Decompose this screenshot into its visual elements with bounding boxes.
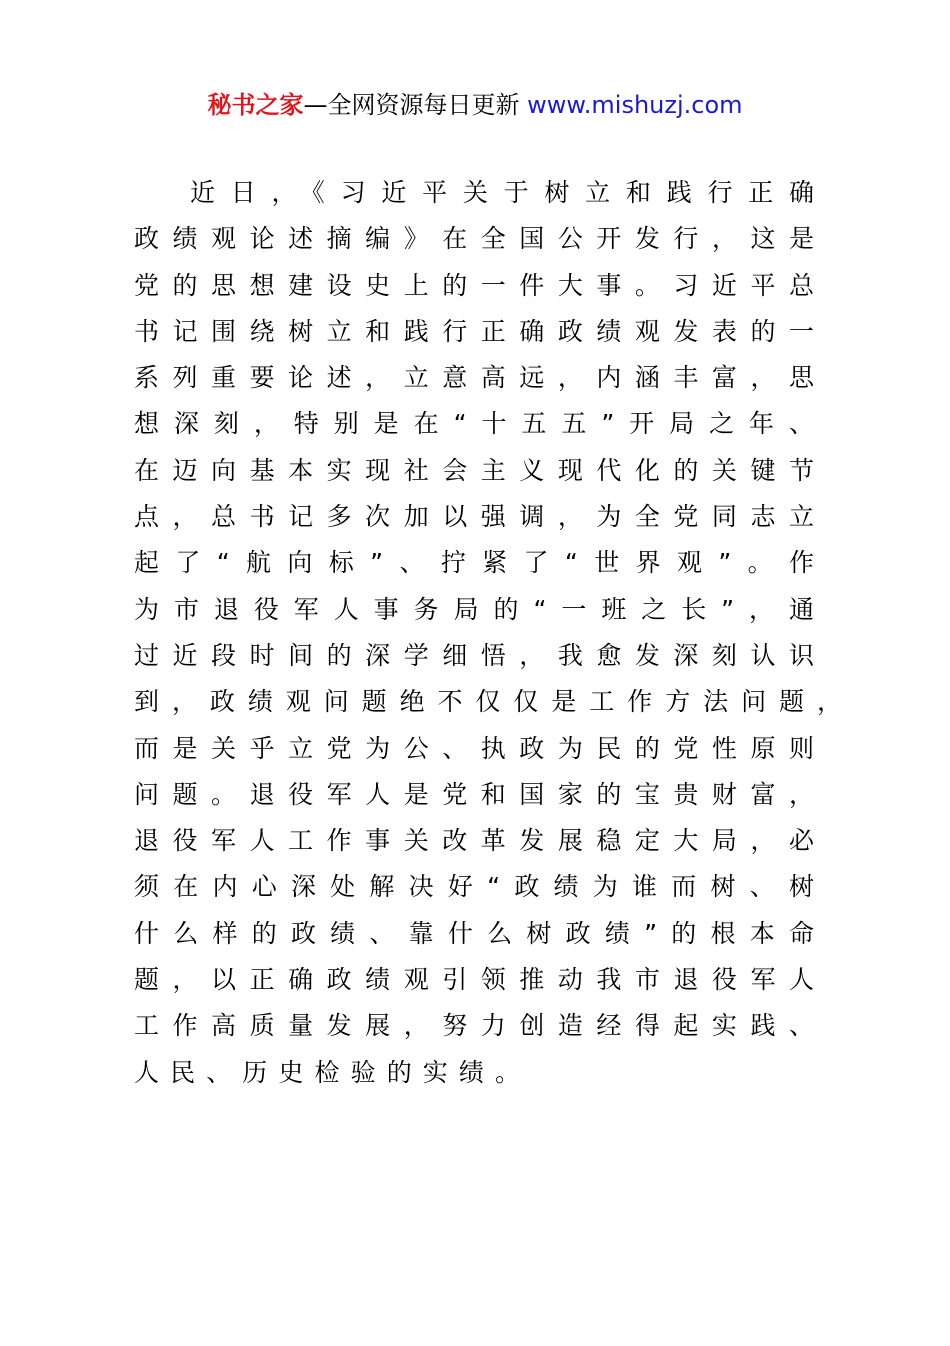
paragraph-line: 退役军人工作事关改革发展稳定大局，必 [134, 826, 814, 856]
paragraph-line: 过近段时间的深学细悟，我愈发深刻认识 [134, 640, 814, 670]
header-tagline: —全网资源每日更新 [303, 91, 528, 119]
paragraph-line: 工作高质量发展，努力创造经得起实践、 [134, 1011, 814, 1041]
paragraph-line: 须在内心深处解决好“政绩为谁而树、树 [134, 872, 814, 902]
paragraph-line: 起了“航向标”、拧紧了“世界观”。作 [134, 548, 814, 578]
paragraph-line: 近日，《习近平关于树立和践行正确 [190, 178, 814, 207]
paragraph-line: 问题。退役军人是党和国家的宝贵财富， [134, 779, 814, 809]
brand-name: 秘书之家 [207, 91, 304, 119]
paragraph-line: 书记围绕树立和践行正确政绩观发表的一 [134, 316, 814, 346]
paragraph-line: 人民、历史检验的实绩。 [134, 1057, 520, 1087]
paragraph-line: 什么样的政绩、靠什么树政绩”的根本命 [134, 918, 814, 948]
paragraph-line: 到，政绩观问题绝不仅仅是工作方法问题， [134, 687, 842, 717]
paragraph-line: 而是关乎立党为公、执政为民的党性原则 [134, 733, 814, 763]
site-header [0, 88, 950, 122]
paragraph-line: 系列重要论述，立意高远，内涵丰富，思 [134, 363, 814, 393]
paragraph-line: 在迈向基本实现社会主义现代化的关键节 [134, 455, 814, 485]
paragraph-line: 政绩观论述摘编》在全国公开发行，这是 [134, 224, 814, 254]
paragraph-line: 点，总书记多次加以强调，为全党同志立 [134, 502, 814, 532]
paragraph-line: 题，以正确政绩观引领推动我市退役军人 [134, 965, 814, 995]
paragraph-line: 想深刻，特别是在“十五五”开局之年、 [134, 409, 814, 439]
paragraph-line: 党的思想建设史上的一件大事。习近平总 [134, 270, 814, 300]
article-paragraph [134, 170, 842, 1096]
paragraph-line: 为市退役军人事务局的“一班之长”，通 [134, 594, 814, 624]
site-url-link[interactable]: www.mishuzj.com [527, 91, 743, 119]
